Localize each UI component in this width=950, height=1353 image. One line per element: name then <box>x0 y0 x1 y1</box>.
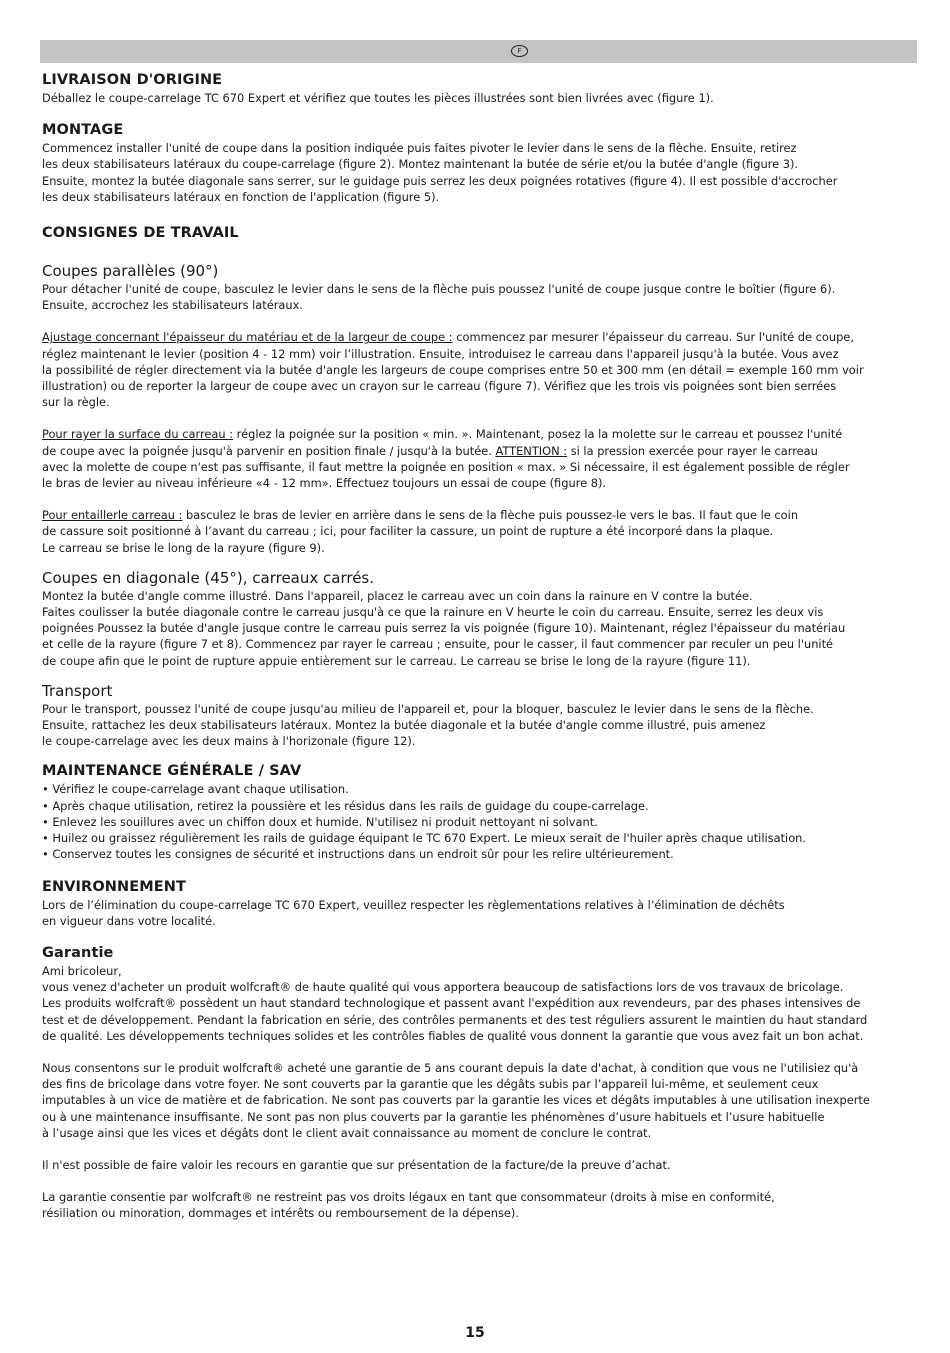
garantie-line: Les produits wolfcraft® possèdent un haut standard technologique et passent avant l'expédition aux revendeurs, par des phases intensives de <box>42 996 861 1011</box>
diagonale-line: poignées Poussez la butée d'angle jusque contre le carreau puis serrez la vis poignée (figure 10). Maintenant, réglez l'épaisseur du matériau <box>42 621 846 636</box>
entailler-first-line <box>42 507 918 523</box>
entailler-line: Le carreau se brise le long de la rayure (figure 9). <box>42 540 325 555</box>
subsection-title-transport: Transport <box>42 681 113 700</box>
garantie-line: ou à une maintenance insuffisante. Ne sont pas non plus couverts par la garantie les phénomènes d’usure habituels et l’usure habituelle <box>42 1109 825 1124</box>
montage-line: Ensuite, montez la butée diagonale sans serrer, sur le guidage puis serrez les deux poignées rotatives (figure 4). Il est possible d'accrocher <box>42 173 838 188</box>
attention-label: ATTENTION : <box>495 443 568 458</box>
rayer-first-rest: réglez la poignée sur la position « min. ». Maintenant, posez la la molette sur le carreau et poussez l'unité <box>233 427 843 442</box>
ajustage-first-rest: commencez par mesurer l'épaisseur du carreau. Sur l'unité de coupe, <box>452 330 854 345</box>
section-title-consignes: CONSIGNES DE TRAVAIL <box>42 225 239 242</box>
subsection-title-paralleles: Coupes parallèles (90°) <box>42 262 219 281</box>
list-item: • Enlevez les souillures avec un chiffon doux et humide. N'utilisez ni produit nettoyant ni solvant. <box>42 814 598 829</box>
section-title-environnement: ENVIRONNEMENT <box>42 878 186 895</box>
header-bar <box>40 40 917 63</box>
rayer-line: le bras de levier au niveau inférieure «4 - 12 mm». Effectuez toujours un essai de coupe (figure 8). <box>42 476 607 491</box>
subsection-title-diagonale: Coupes en diagonale (45°), carreaux carrés. <box>42 568 375 587</box>
transport-line: le coupe-carrelage avec les deux mains à l'horizonale (figure 12). <box>42 734 416 749</box>
rayer-first-line <box>42 426 918 442</box>
list-item: • Huilez ou graissez régulièrement les rails de guidage équipant le TC 670 Expert. Le mieux serait de l'huiler après chaque utilisation. <box>42 831 807 846</box>
language-badge: F <box>511 45 528 57</box>
garantie-line: La garantie consentie par wolfcraft® ne restreint pas vos droits légaux en tant que consommateur (droits à mise en conformité, <box>42 1190 775 1205</box>
ajustage-line: illustration) ou de reporter la largeur de coupe avec un crayon sur le carreau (figure 7). Vérifiez que les trois vis poignées sont bien serrées <box>42 379 837 394</box>
garantie-line: vous venez d'acheter un produit wolfcraft® de haute qualité qui vous apportera beaucoup de satisfactions lors de vos travaux de bricolage. <box>42 980 844 995</box>
garantie-line: Ami bricoleur, <box>42 963 122 978</box>
transport-line: Pour le transport, poussez l'unité de coupe jusqu'au milieu de l'appareil et, pour la bloquer, basculez le levier dans le sens de la flèche. <box>42 701 814 716</box>
rayer-line2-post: si la pression exercée pour rayer le carreau <box>567 443 818 458</box>
garantie-line: à l’usage ainsi que les vices et dégâts dont le client avait connaissance au moment de conclure le contrat. <box>42 1125 652 1140</box>
diagonale-line: Faites coulisser la butée diagonale contre le carreau jusqu'à ce que la rainure en V heurte le coin du carreau. Ensuite, serrez les deux vis <box>42 605 824 620</box>
environnement-line: Lors de l’élimination du coupe-carrelage TC 670 Expert, veuillez respecter les règlementations relatives à l’élimination de déchêts <box>42 897 785 912</box>
document-body <box>42 70 918 1222</box>
rayer-line2-pre: de coupe avec la poignée jusqu'à parvenir en position finale / jusqu'à la butée. <box>42 443 496 458</box>
rayer-second-line <box>42 443 918 459</box>
garantie-line: Il n'est possible de faire valoir les recours en garantie que sur présentation de la facture/de la preuve d’achat. <box>42 1157 671 1172</box>
section-title-livraison: LIVRAISON D'ORIGINE <box>42 72 223 88</box>
rayer-line: avec la molette de coupe n'est pas suffisante, il faut mettre la poignée en position « max. » Si nécessaire, il est également possible de régler <box>42 459 850 474</box>
ajustage-first-line <box>42 329 918 345</box>
ajustage-line: sur la règle. <box>42 395 110 410</box>
page-number: 15 <box>465 1325 485 1341</box>
garantie-line: Nous consentons sur le produit wolfcraft® acheté une garantie de 5 ans courant depuis la date d'achat, à condition que vous ne l'utilisiez qu'à <box>42 1060 859 1075</box>
ajustage-line: la possibilité de régler directement via la butée d'angle les largeurs de coupe comprises entre 50 et 300 mm (en détail = exemple 160 mm voir <box>42 362 864 377</box>
entailler-line: de cassure soit positionné à l’avant du carreau ; ici, pour faciliter la cassure, un point de rupture a été incorporé dans la plaque. <box>42 524 774 539</box>
montage-line: les deux stabilisateurs latéraux en fonction de l'application (figure 5). <box>42 189 440 204</box>
garantie-line: imputables à un vice de matière et de fabrication. Ne sont pas couverts par la garantie les vices et dégâts imputables à une utilisation inexperte <box>42 1093 870 1108</box>
entailler-label: Pour entaillerle carreau : <box>42 508 183 523</box>
section-title-maintenance: MAINTENANCE GÉNÉRALE / SAV <box>42 763 302 780</box>
rayer-label: Pour rayer la surface du carreau : <box>42 427 234 442</box>
transport-line: Ensuite, rattachez les deux stabilisateurs latéraux. Montez la butée diagonale et la butée d'angle comme illustré, puis amenez <box>42 718 766 733</box>
list-item: • Conservez toutes les consignes de sécurité et instructions dans un endroit sûr pour les relire ultérieurement. <box>42 847 674 862</box>
garantie-line: résiliation ou minoration, dommages et intérêts ou remboursement de la dépense). <box>42 1206 519 1221</box>
maintenance-list <box>42 781 918 862</box>
entailler-first-rest: basculez le bras de levier en arrière dans le sens de la flèche puis poussez-le vers le bas. Il faut que le coin <box>182 508 799 523</box>
diagonale-line: de coupe afin que le point de rupture appuie entièrement sur le carreau. Le carreau se brise le long de la rayure (figure 11). <box>42 653 751 668</box>
diagonale-line: et celle de la rayure (figure 7 et 8). Commencez par rayer le carreau ; ensuite, pour le casser, il faut commencer par reculer un peu l'unité <box>42 637 834 652</box>
montage-line: Commencez installer l'unité de coupe dans la position indiquée puis faites pivoter le levier dans le sens de la flèche. Ensuite, retirez <box>42 141 797 156</box>
list-item: • Vérifiez le coupe-carrelage avant chaque utilisation. <box>42 782 349 797</box>
montage-line: les deux stabilisateurs latéraux du coupe-carrelage (figure 2). Montez maintenant la butée de série et/ou la butée d'angle (figure 3). <box>42 157 799 172</box>
section-title-garantie: Garantie <box>42 944 114 961</box>
ajustage-line: réglez maintenant le levier (position 4 - 12 mm) voir l’illustration. Ensuite, introduisez le carreau dans l'appareil jusqu'à la butée. Vous avez <box>42 346 839 361</box>
paralleles-line: Ensuite, accrochez les stabilisateurs latéraux. <box>42 298 303 313</box>
diagonale-line: Montez la butée d'angle comme illustré. Dans l'appareil, placez le carreau avec un coin dans la rainure en V contre la butée. <box>42 588 753 603</box>
ajustage-label: Ajustage concernant l'épaisseur du matériau et de la largeur de coupe : <box>42 330 453 345</box>
environnement-line: en vigueur dans votre localité. <box>42 913 216 928</box>
livraison-text: Déballez le coupe-carrelage TC 670 Expert et vérifiez que toutes les pièces illustrées sont bien livrées avec (figure 1). <box>42 91 714 105</box>
garantie-line: test et de développement. Pendant la fabrication en série, des contrôles permanents et des test réguliers assurent le maintien du haut standard <box>42 1012 868 1027</box>
section-title-montage: MONTAGE <box>42 122 124 139</box>
paralleles-line: Pour détacher l'unité de coupe, basculez le levier dans le sens de la flèche puis poussez l'unité de coupe jusque contre le boîtier (figure 6). <box>42 282 836 297</box>
list-item: • Après chaque utilisation, retirez la poussière et les résidus dans les rails de guidage du coupe-carrelage. <box>42 798 649 813</box>
garantie-line: des fins de bricolage dans votre foyer. Ne sont couverts par la garantie que les dégâts subis par l’appareil lui-même, et seulement ceux <box>42 1077 819 1092</box>
garantie-line: de qualité. Les développements techniques solides et les contrôles fiables de qualité vous donnent la garantie que vous avez fait un bon achat. <box>42 1028 864 1043</box>
